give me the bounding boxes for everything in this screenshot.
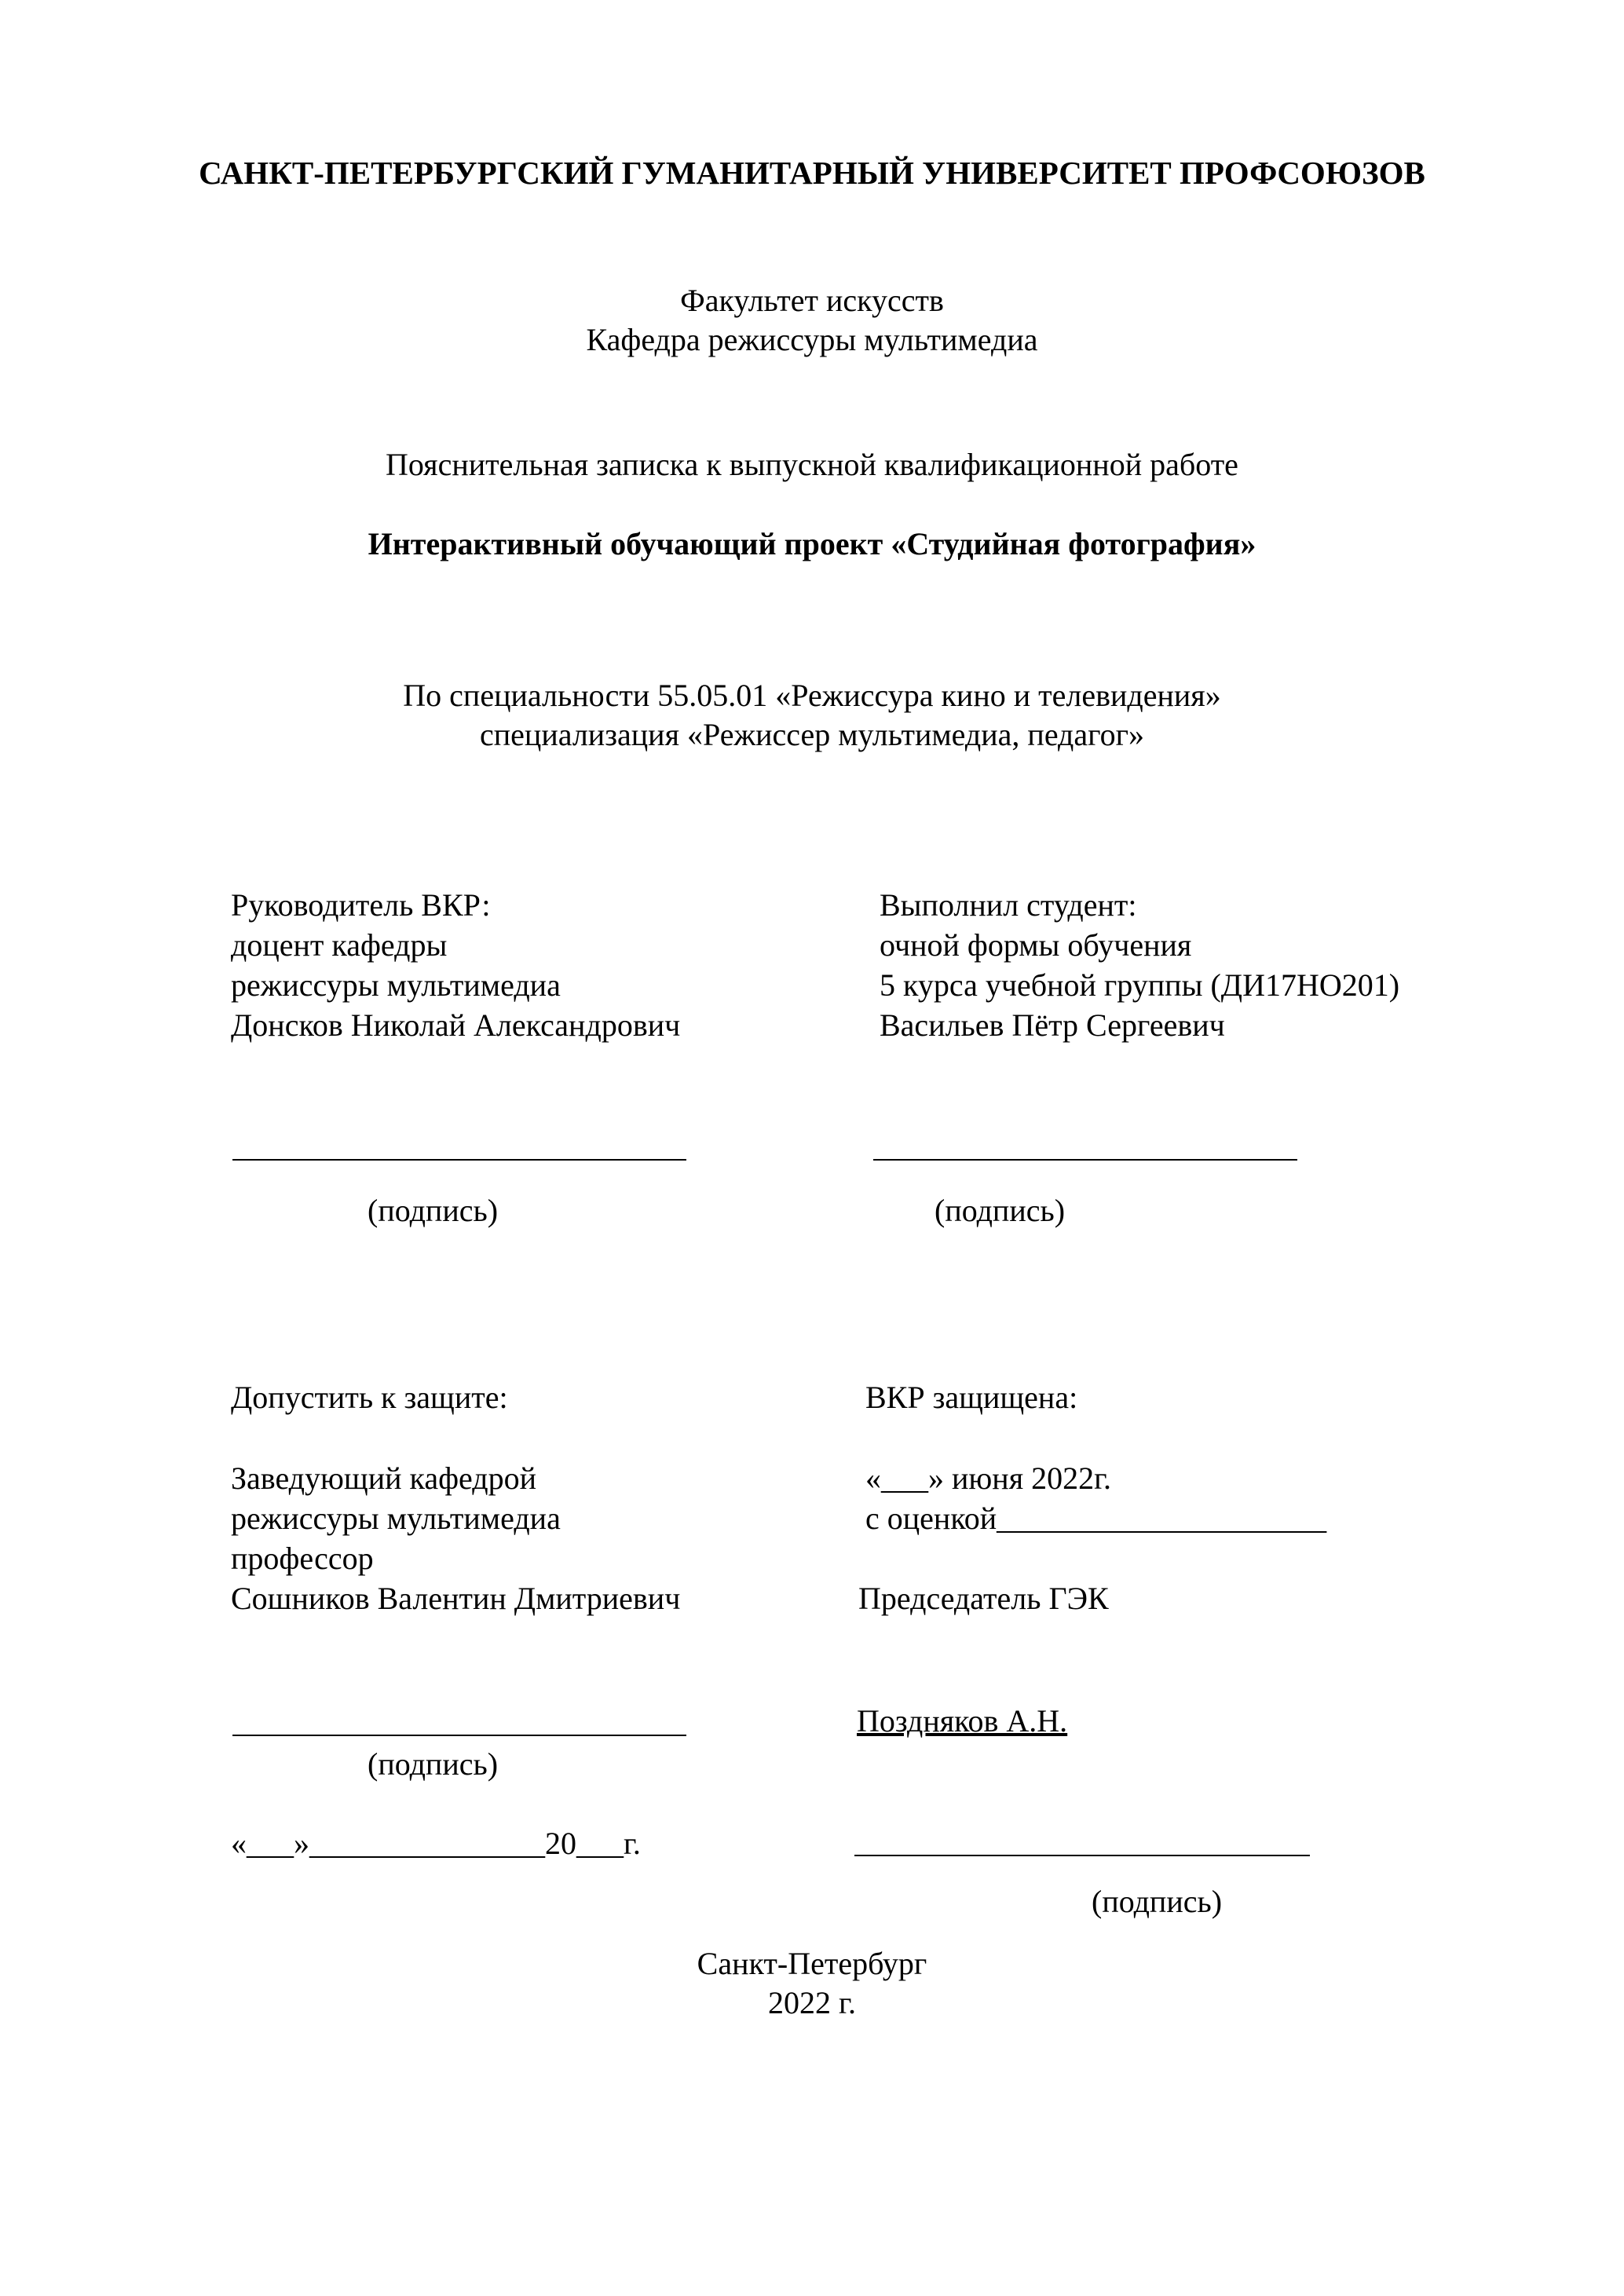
year: 2022 г.: [768, 1985, 856, 2020]
city: Санкт-Петербург: [697, 1946, 927, 1981]
supervisor-position: доцент кафедры: [231, 927, 448, 963]
head-of-department-rank: профессор: [231, 1541, 374, 1576]
department: Кафедра режиссуры мультимедиа: [586, 322, 1038, 357]
faculty: Факультет искусств: [680, 283, 944, 318]
student-name: Васильев Пётр Сергеевич: [880, 1007, 1225, 1043]
document-type: Пояснительная записка к выпускной квалификационной работе: [386, 447, 1238, 482]
student-signature-line: [873, 1159, 1297, 1161]
university-name: САНКТ-ПЕТЕРБУРГСКИЙ ГУМАНИТАРНЫЙ УНИВЕРСИТЕТ ПРОФСОЮЗОВ: [199, 155, 1425, 191]
student-signature-label: (подпись): [935, 1193, 1066, 1228]
supervisor-heading: Руководитель ВКР:: [231, 887, 491, 923]
supervisor-name: Донсков Николай Александрович: [231, 1007, 681, 1043]
student-heading: Выполнил студент:: [880, 887, 1137, 923]
supervisor-department: режиссуры мультимедиа: [231, 967, 561, 1003]
head-of-department-title: Заведующий кафедрой: [231, 1461, 537, 1496]
student-group: 5 курса учебной группы (ДИ17НО201): [880, 967, 1400, 1003]
head-signature-line: [232, 1735, 686, 1736]
gek-signature-label: (подпись): [1092, 1884, 1223, 1919]
admission-date-line: «___»_______________20___г.: [231, 1826, 641, 1861]
gek-chair-name: Поздняков А.Н.: [857, 1703, 1068, 1738]
head-of-department-name: Сошников Валентин Дмитриевич: [231, 1581, 681, 1616]
head-signature-label: (подпись): [368, 1746, 499, 1782]
gek-chair-label: Председатель ГЭК: [858, 1581, 1109, 1616]
specialty-line-1: По специальности 55.05.01 «Режиссура кино и телевидения»: [403, 678, 1221, 713]
defense-grade-line: с оценкой_____________________: [865, 1501, 1327, 1536]
project-title: Интерактивный обучающий проект «Студийная фотография»: [368, 526, 1256, 561]
defense-heading: ВКР защищена:: [865, 1380, 1078, 1415]
supervisor-signature-label: (подпись): [368, 1193, 499, 1228]
student-study-form: очной формы обучения: [880, 927, 1192, 963]
gek-signature-line: [854, 1855, 1310, 1856]
admission-heading: Допустить к защите:: [231, 1380, 508, 1415]
head-of-department-dept: режиссуры мультимедиа: [231, 1501, 561, 1536]
supervisor-signature-line: [232, 1159, 686, 1161]
defense-date-line: «___» июня 2022г.: [865, 1461, 1111, 1496]
specialty-line-2: специализация «Режиссер мультимедиа, педагог»: [480, 717, 1144, 752]
